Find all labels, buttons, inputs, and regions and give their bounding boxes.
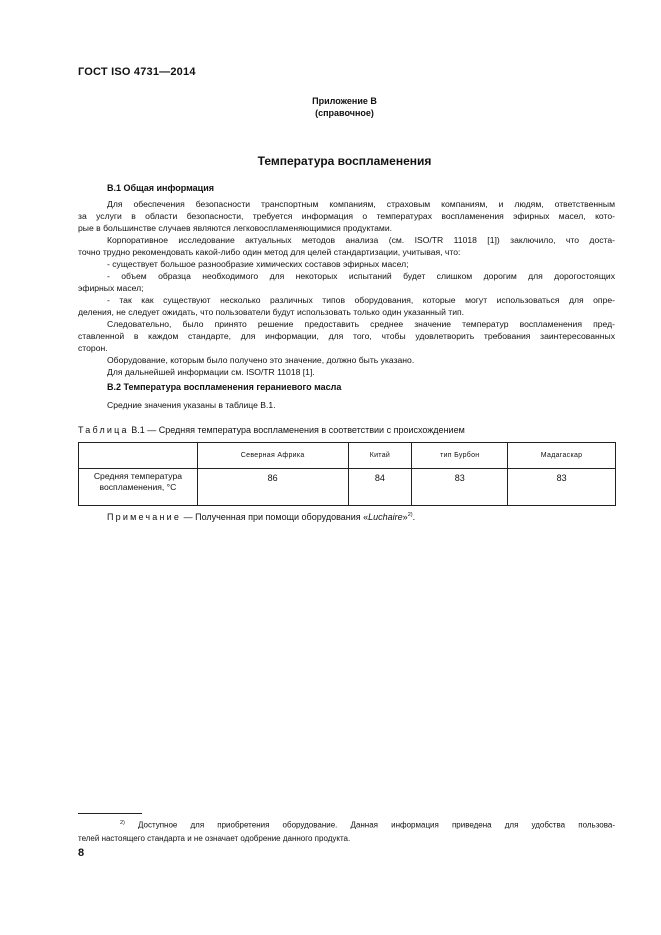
page-number: 8	[78, 847, 85, 859]
note-end: .	[412, 512, 416, 522]
section-1-heading: В.1 Общая информация	[107, 183, 214, 193]
footnote-line-1	[78, 817, 615, 832]
body-line: Корпоративное исследование актуальных методов анализа (см. ISO/TR 11018 [1]) заключило, что доста-	[107, 235, 615, 245]
footnote-separator	[78, 813, 142, 814]
row-label-line: воспламенения, °С	[99, 481, 177, 492]
section-2-heading: В.2 Температура воспламенения гераниевого масла	[107, 382, 342, 392]
body-line: эфирных масел;	[78, 283, 144, 293]
table-cell: 83	[412, 469, 508, 506]
section-2-text: Средние значения указаны в таблице В.1.	[107, 400, 276, 410]
note-text-after: »	[402, 512, 408, 522]
footnote-line-2: телей настоящего стандарта и не означает одобрение данного продукта.	[78, 833, 351, 843]
table-header-row	[79, 443, 616, 469]
body-line: сторон.	[78, 343, 108, 353]
note-brand: Luchaire	[368, 512, 403, 522]
body-line: Следовательно, было принято решение предоставить среднее значение температур воспламенения пред-	[107, 319, 615, 329]
annex-type: (справочное)	[315, 108, 374, 118]
note-text: — Полученная при помощи оборудования «	[181, 512, 369, 522]
table-header-cell: тип Бурбон	[412, 443, 508, 469]
page-title: Температура воспламенения	[257, 154, 432, 168]
body-line: за услуги в области безопасности, требуется информация о температурах воспламенения эфирных масел, кото-	[78, 211, 615, 221]
body-line: рые в большинстве случаев являются легковоспламеняющимися продуктами.	[78, 223, 393, 233]
table-cell: 83	[508, 469, 616, 506]
body-line: точно трудно рекомендовать какой-либо один метод для целей стандартизации, учитывая, что:	[78, 247, 461, 257]
table-cell: 84	[348, 469, 412, 506]
body-line: деления, не следует ожидать, что пользователи будут использовать только один указанный тип.	[78, 307, 465, 317]
note-label: Примечание	[107, 512, 182, 522]
body-line: - объем образца необходимого для некоторых испытаний будет слишком дорогим для дорогостоящих	[107, 271, 615, 281]
table-row	[79, 469, 616, 506]
body-line: ставленной в каждом стандарте, для информации, для того, чтобы удовлетворить требования заинтересованных	[78, 331, 615, 341]
body-line: Для дальнейшей информации см. ISO/TR 11018 [1].	[107, 367, 315, 377]
table-header-cell: Мадагаскар	[508, 443, 616, 469]
table-header-cell: Китай	[348, 443, 412, 469]
row-label	[79, 469, 198, 506]
body-line: Оборудование, которым было получено это значение, должно быть указано.	[107, 355, 415, 365]
table-header-cell	[79, 443, 198, 469]
note-footnote-ref: 2)	[407, 512, 413, 518]
annex-label: Приложение В	[312, 96, 377, 106]
footnote-text-1: Доступное для приобретения оборудование. Данная информация приведена для удобства пользова-	[124, 820, 615, 830]
body-line: - так как существуют несколько различных типов оборудования, которые могут использоваться для опре-	[107, 295, 615, 305]
body-line: Для обеспечения безопасности транспортным компаниям, страховым компаниям, и людям, ответственным	[107, 199, 615, 209]
table-caption-text: В.1 — Средняя температура воспламенения в соответствии с происхождением	[128, 425, 465, 435]
standard-designation: ГОСТ ISO 4731—2014	[78, 66, 196, 78]
table-caption-label: Таблица	[78, 425, 129, 435]
footnote-marker: 2)	[120, 820, 125, 826]
row-label-line: Средняя температура	[93, 471, 182, 481]
body-line: - существует большое разнообразие химических составов эфирных масел;	[107, 259, 409, 269]
table-cell: 86	[197, 469, 348, 506]
flash-point-table	[78, 442, 616, 506]
table-caption	[78, 425, 465, 435]
footnote	[78, 817, 615, 845]
table-note	[107, 512, 415, 522]
table-header-cell: Северная Африка	[197, 443, 348, 469]
